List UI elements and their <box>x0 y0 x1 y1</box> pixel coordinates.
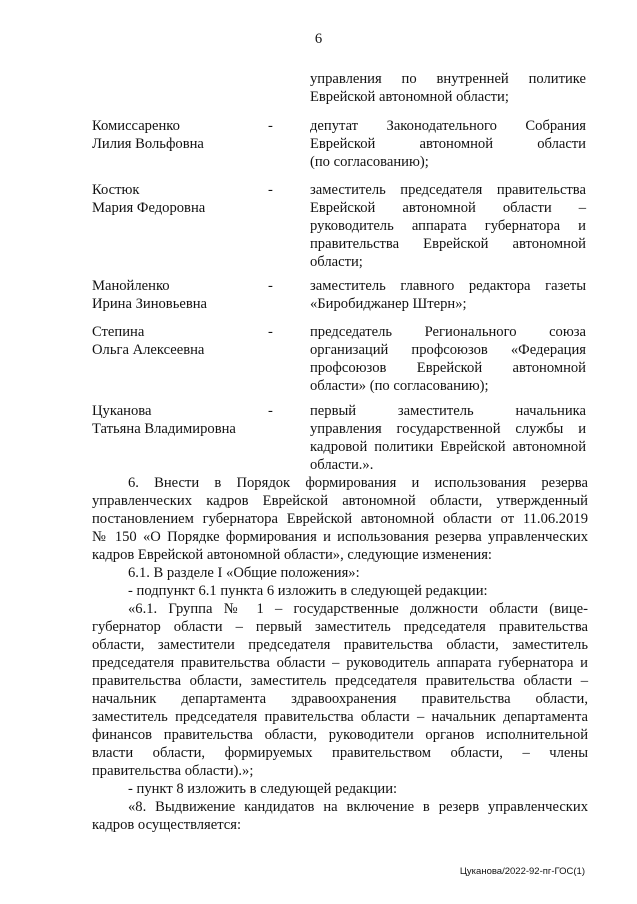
member-name <box>92 402 282 438</box>
text-line: кадров осуществляется: <box>92 817 242 833</box>
role-line: области; <box>310 254 363 270</box>
text-line: - пункт 8 изложить в следующей редакции: <box>128 781 398 797</box>
text-line: 6. Внести в Порядок формирования и использования резерва <box>128 475 588 491</box>
subpoint-line <box>92 582 588 600</box>
text-line: - подпункт 6.1 пункта 6 изложить в следующей редакции: <box>128 583 488 599</box>
text-line: «8. Выдвижение кандидатов на включение в резерв управленческих <box>128 799 588 815</box>
role-line: «Биробиджанер Штерн»; <box>310 296 467 312</box>
member-given-names: Татьяна Владимировна <box>92 421 236 437</box>
text-line: власти области, формируемых правительством области, – члены <box>92 745 588 761</box>
text-line: управленческих кадров Еврейской автономной области, утвержденный <box>92 493 588 509</box>
text-line: губернатор области – первый заместитель председателя правительства <box>92 619 588 635</box>
member-name <box>92 277 282 313</box>
member-surname: Цуканова <box>92 403 152 419</box>
member-role <box>310 117 586 171</box>
member-dash: - <box>268 324 273 340</box>
member-dash: - <box>268 403 273 419</box>
role-line: депутат Законодательного Собрания <box>310 118 586 134</box>
text-line: заместитель председателя правительства области – начальник департамента <box>92 709 588 725</box>
member-dash: - <box>268 182 273 198</box>
member-role <box>310 277 586 313</box>
text-line: «6.1. Группа № 1 – государственные должности области (вице- <box>128 601 588 617</box>
member-surname: Костюк <box>92 182 140 198</box>
text-line: начальник департамента здравоохранения правительства области, <box>92 691 588 707</box>
member-surname: Комиссаренко <box>92 118 180 134</box>
text-line: № 150 «О Порядке формирования и использования резерва управленческих <box>92 529 588 545</box>
role-line: управления по внутренней политике <box>310 71 586 87</box>
role-line: (по согласованию); <box>310 154 429 170</box>
text-line: 6.1. В разделе I «Общие положения»: <box>128 565 360 581</box>
quote-8 <box>92 798 588 834</box>
text-line: правительства области).»; <box>92 763 254 779</box>
text-line: постановлением губернатора Еврейской автономной области от 11.06.2019 <box>92 511 588 527</box>
role-line: Еврейской автономной области <box>310 136 586 152</box>
role-line: Еврейской автономной области; <box>310 89 509 105</box>
page-number: 6 <box>314 31 323 47</box>
member-surname: Степина <box>92 324 145 340</box>
member-name <box>92 117 282 153</box>
role-line: заместитель председателя правительства <box>310 182 586 198</box>
member-given-names: Мария Федоровна <box>92 200 206 216</box>
member-dash: - <box>268 118 273 134</box>
point-8-line <box>92 780 588 798</box>
role-line: председатель Регионального союза <box>310 324 586 340</box>
role-line: области» (по согласованию); <box>310 378 489 394</box>
text-line: правительства области, заместитель председателя правительства области – <box>92 673 588 689</box>
role-line: организаций профсоюзов «Федерация <box>310 342 586 358</box>
role-line: управления государственной службы и <box>310 421 586 437</box>
role-line: заместитель главного редактора газеты <box>310 278 586 294</box>
role-line: Еврейской автономной области – <box>310 200 586 216</box>
member-role <box>310 181 586 271</box>
text-line: председателя правительства области – руководитель аппарата губернатора и <box>92 655 588 671</box>
member-role <box>310 402 586 474</box>
member-given-names: Ирина Зиновьевна <box>92 296 208 312</box>
member-role <box>310 323 586 395</box>
role-line: профсоюзов Еврейской автономной <box>310 360 586 376</box>
member-dash: - <box>268 278 273 294</box>
document-footer-code: Цуканова/2022-92-пг-ГОС(1) <box>459 866 585 877</box>
member-name <box>92 181 282 217</box>
member-surname: Манойленко <box>92 278 170 294</box>
role-line: руководитель аппарата губернатора и <box>310 218 586 234</box>
text-line: области, заместители председателя правительства области, заместитель <box>92 637 588 653</box>
member-given-names: Лилия Вольфовна <box>92 136 204 152</box>
role-line: области.». <box>310 457 374 473</box>
role-line: кадровой политики Еврейской автономной <box>310 439 586 455</box>
role-line: правительства Еврейской автономной <box>310 236 586 252</box>
continuation-role <box>310 70 586 106</box>
role-line: первый заместитель начальника <box>310 403 586 419</box>
text-line: кадров Еврейской автономной области», следующие изменения: <box>92 547 492 563</box>
paragraph-6 <box>92 474 588 564</box>
member-given-names: Ольга Алексеевна <box>92 342 205 358</box>
text-line: финансов правительства области, руководители органов исполнительной <box>92 727 588 743</box>
member-name <box>92 323 282 359</box>
quote-6-1 <box>92 600 588 780</box>
paragraph-6-1 <box>92 564 588 582</box>
